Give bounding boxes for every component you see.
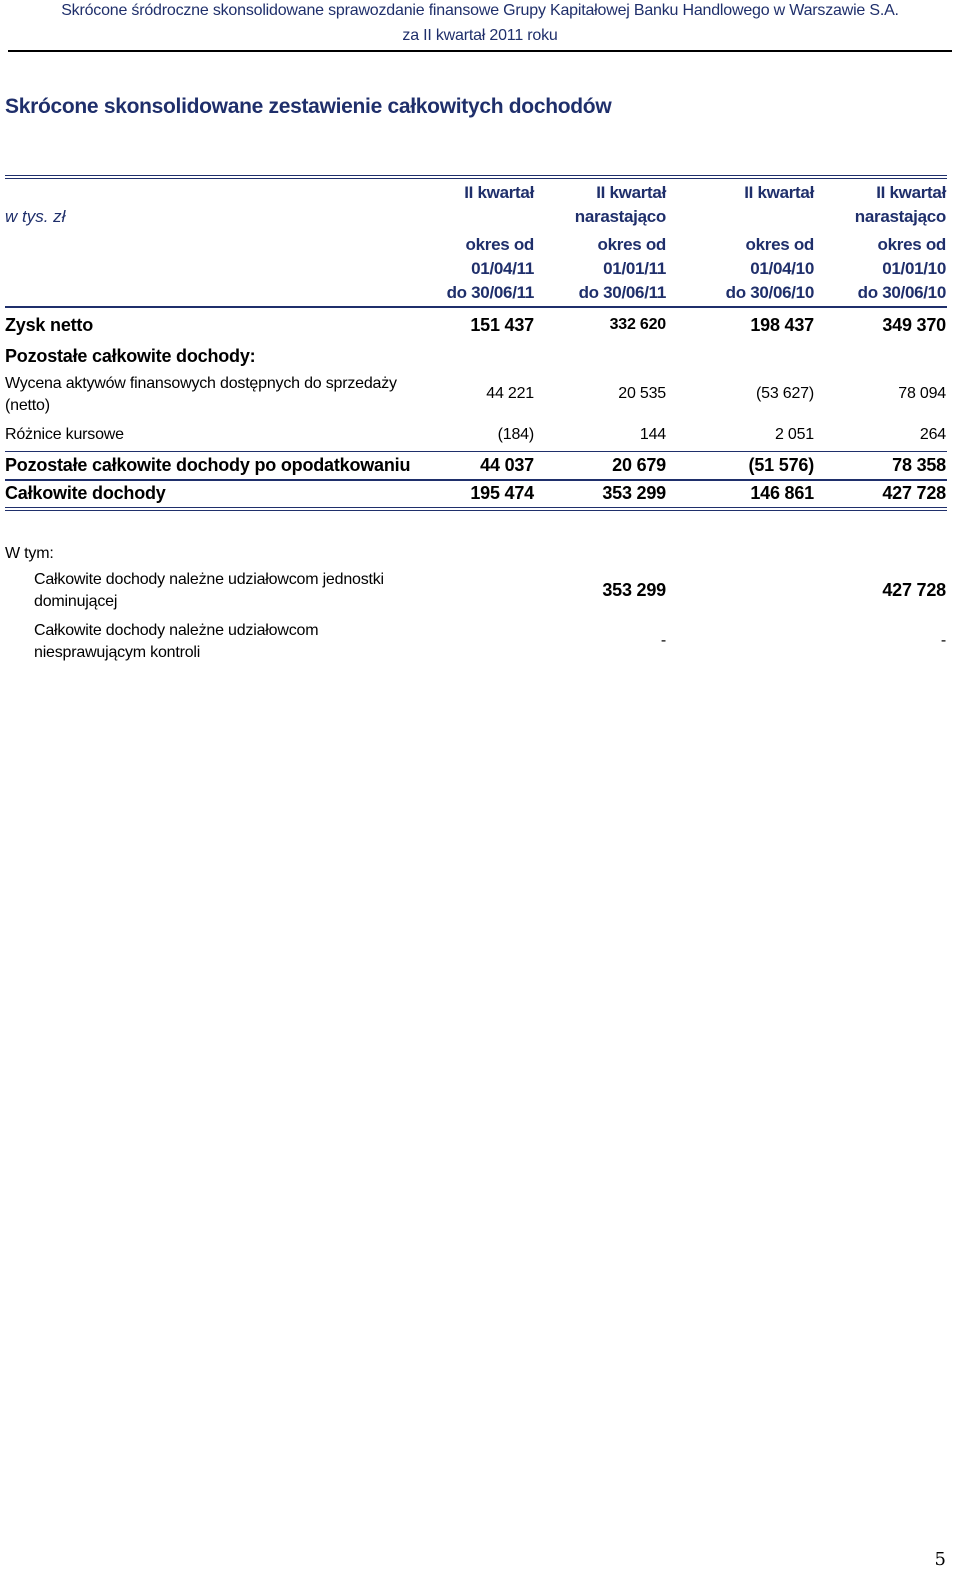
afs-valuation-value: 78 094 — [898, 385, 946, 402]
total-rule — [5, 479, 947, 481]
unit-label: w tys. zł — [5, 207, 66, 226]
table-bottom-rule — [5, 507, 947, 511]
column-header-line: 01/01/10 — [882, 259, 946, 278]
parent-income-value: 353 299 — [602, 580, 666, 600]
column-header-line: II kwartał — [744, 183, 814, 202]
total-income-value: 427 728 — [882, 483, 946, 503]
row-label-afs-valuation: Wycena aktywów finansowych dostępnych do sprzedaży (netto) — [5, 375, 397, 414]
column-header-line: okres od — [465, 235, 534, 254]
column-header-line: okres od — [877, 235, 946, 254]
table-top-rule — [5, 175, 947, 179]
net-profit-value: 198 437 — [750, 315, 814, 335]
row-label-oci-after-tax: Pozostałe całkowite dochody po opodatkowaniu — [5, 455, 411, 475]
report-header-title: Skrócone śródroczne skonsolidowane sprawozdanie finansowe Grupy Kapitałowej Banku Handlowego w Warszawie S.A. — [61, 2, 899, 19]
row-label-oci-header: Pozostałe całkowite dochody: — [5, 346, 256, 366]
column-header-line: okres od — [597, 235, 666, 254]
row-label-parent-income: Całkowite dochody należne udziałowcom jednostki dominującej — [34, 571, 384, 610]
row-label-net-profit: Zysk netto — [5, 315, 94, 335]
oci-after-tax-value: 44 037 — [480, 455, 534, 475]
fx-differences-value: 144 — [639, 426, 666, 443]
fx-differences-value: (184) — [497, 426, 534, 443]
column-header-line: 01/04/11 — [471, 259, 534, 278]
total-income-value: 353 299 — [602, 483, 666, 503]
page-title: Skrócone skonsolidowane zestawienie całkowitych dochodów — [5, 95, 612, 118]
column-header-line: narastająco — [854, 207, 946, 226]
column-header-line: okres od — [745, 235, 814, 254]
header-divider — [8, 50, 952, 52]
row-label-total-income: Całkowite dochody — [5, 483, 166, 503]
subtotal-rule — [5, 451, 947, 452]
afs-valuation-value: 44 221 — [486, 385, 534, 402]
parent-income-value: 427 728 — [882, 580, 946, 600]
oci-after-tax-value: (51 576) — [748, 455, 814, 475]
column-header-line: 01/01/11 — [603, 259, 666, 278]
afs-valuation-value: (53 627) — [756, 385, 814, 402]
column-header-line: narastająco — [574, 207, 666, 226]
column-header-h1-2011 — [536, 181, 666, 305]
net-profit-value: 332 620 — [609, 316, 666, 333]
header-bottom-rule — [5, 306, 947, 308]
column-header-h1-2010 — [816, 181, 946, 305]
column-header-line — [404, 205, 534, 229]
column-header-line: do 30/06/10 — [857, 283, 946, 302]
total-income-value: 195 474 — [470, 483, 534, 503]
column-header-line — [684, 205, 814, 229]
column-header-line: do 30/06/10 — [725, 283, 814, 302]
column-header-line: do 30/06/11 — [578, 283, 666, 302]
afs-valuation-value: 20 535 — [618, 385, 666, 402]
fx-differences-value: 2 051 — [774, 426, 814, 443]
minority-income-value: - — [660, 632, 666, 649]
of-which-label: W tym: — [5, 545, 54, 562]
column-header-line: 01/04/10 — [750, 259, 814, 278]
column-header-line: II kwartał — [596, 183, 666, 202]
net-profit-value: 151 437 — [470, 315, 534, 335]
column-header-q2-2011 — [404, 181, 534, 305]
fx-differences-value: 264 — [919, 426, 946, 443]
report-header-period: za II kwartał 2011 roku — [402, 27, 558, 44]
column-header-line: do 30/06/11 — [446, 283, 534, 302]
oci-after-tax-value: 20 679 — [612, 455, 666, 475]
net-profit-value: 349 370 — [882, 315, 946, 335]
column-header-q2-2010 — [684, 181, 814, 305]
column-header-line: II kwartał — [876, 183, 946, 202]
total-income-value: 146 861 — [750, 483, 814, 503]
minority-income-value: - — [940, 632, 946, 649]
page-number: 5 — [934, 1549, 946, 1570]
column-header-line: II kwartał — [464, 183, 534, 202]
oci-after-tax-value: 78 358 — [892, 455, 946, 475]
row-label-fx-differences: Różnice kursowe — [5, 426, 124, 443]
row-label-minority-income: Całkowite dochody należne udziałowcom niesprawującym kontroli — [34, 622, 319, 661]
